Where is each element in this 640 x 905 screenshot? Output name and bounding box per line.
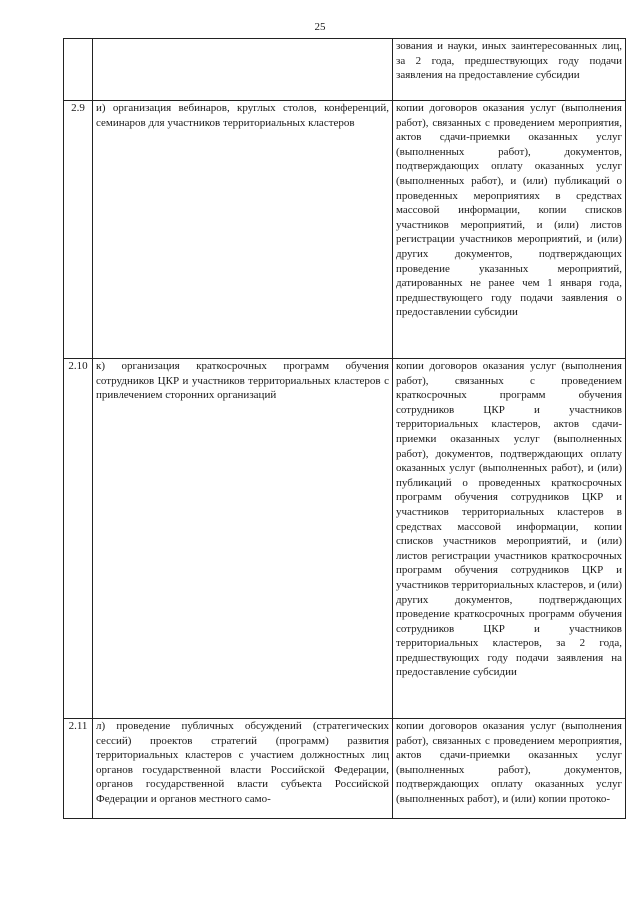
table-row <box>64 719 626 819</box>
row-number: 2.9 <box>64 101 93 359</box>
row-documents: копии договоров оказания услуг (выполнения работ), связанных с проведением краткосрочных программ обучения сотрудников ЦКР и участников территориальных кластеров, актов сдачи-приемки оказанных услуг (выполненных работ), документов, подтверждающих оплату оказанных услуг (выполненных работ), и (или) публикаций о проведенных краткосрочных программ обучения сотрудников ЦКР и участников территориальных кластеров в средствах массовой информации, копии списков участников мероприятий, и (или) листов регистрации участников краткосрочных программ обучения сотрудников ЦКР и участников территориальных кластеров, и (или) других документов, подтверждающих проведение краткосрочных программ обучения сотрудников ЦКР и участников территориальных кластеров, за 2 года, предшествующих году подачи заявления на предоставление субсидии <box>393 359 626 719</box>
table-row <box>64 101 626 359</box>
row-documents: копии договоров оказания услуг (выполнения работ), связанных с проведением мероприятия, актов сдачи-приемки оказанных услуг (выполненных работ), документов, подтверждающих оплату оказанных услуг (выполненных работ), и (или) копии протоко- <box>393 719 626 819</box>
requirements-table <box>63 38 626 819</box>
row-number <box>64 39 93 101</box>
row-description: к) организация краткосрочных программ обучения сотрудников ЦКР и участников территориальных кластеров с привлечением сторонних организаций <box>93 359 393 719</box>
row-documents: копии договоров оказания услуг (выполнения работ), связанных с проведением мероприятия, актов сдачи-приемки оказанных услуг (выполненных работ), документов, подтверждающих оплату оказанных услуг (выполненных работ), и (или) публикаций о проведенных мероприятиях в средствах массовой информации, копии списков участников мероприятий, и (или) листов регистрации участников мероприятий, и (или) других документов, подтверждающих проведение указанных мероприятий, датированных не ранее чем 1 января года, предшествующего году подачи заявления о предоставлении субсидии <box>393 101 626 359</box>
page-number: 25 <box>314 21 326 33</box>
row-number: 2.11 <box>64 719 93 819</box>
row-description: и) организация вебинаров, круглых столов, конференций, семинаров для участников территориальных кластеров <box>93 101 393 359</box>
table-row <box>64 359 626 719</box>
row-number: 2.10 <box>64 359 93 719</box>
row-documents: зования и науки, иных заинтересованных лиц, за 2 года, предшествующих году подачи заявления на предоставление субсидии <box>393 39 626 101</box>
row-description: л) проведение публичных обсуждений (стратегических сессий) проектов стратегий (программ) развития территориальных кластеров с участием должностных лиц органов государственной власти Российской Федерации, органов государственной власти субъекта Российской Федерации и органов местного само- <box>93 719 393 819</box>
row-description <box>93 39 393 101</box>
table-row <box>64 39 626 101</box>
